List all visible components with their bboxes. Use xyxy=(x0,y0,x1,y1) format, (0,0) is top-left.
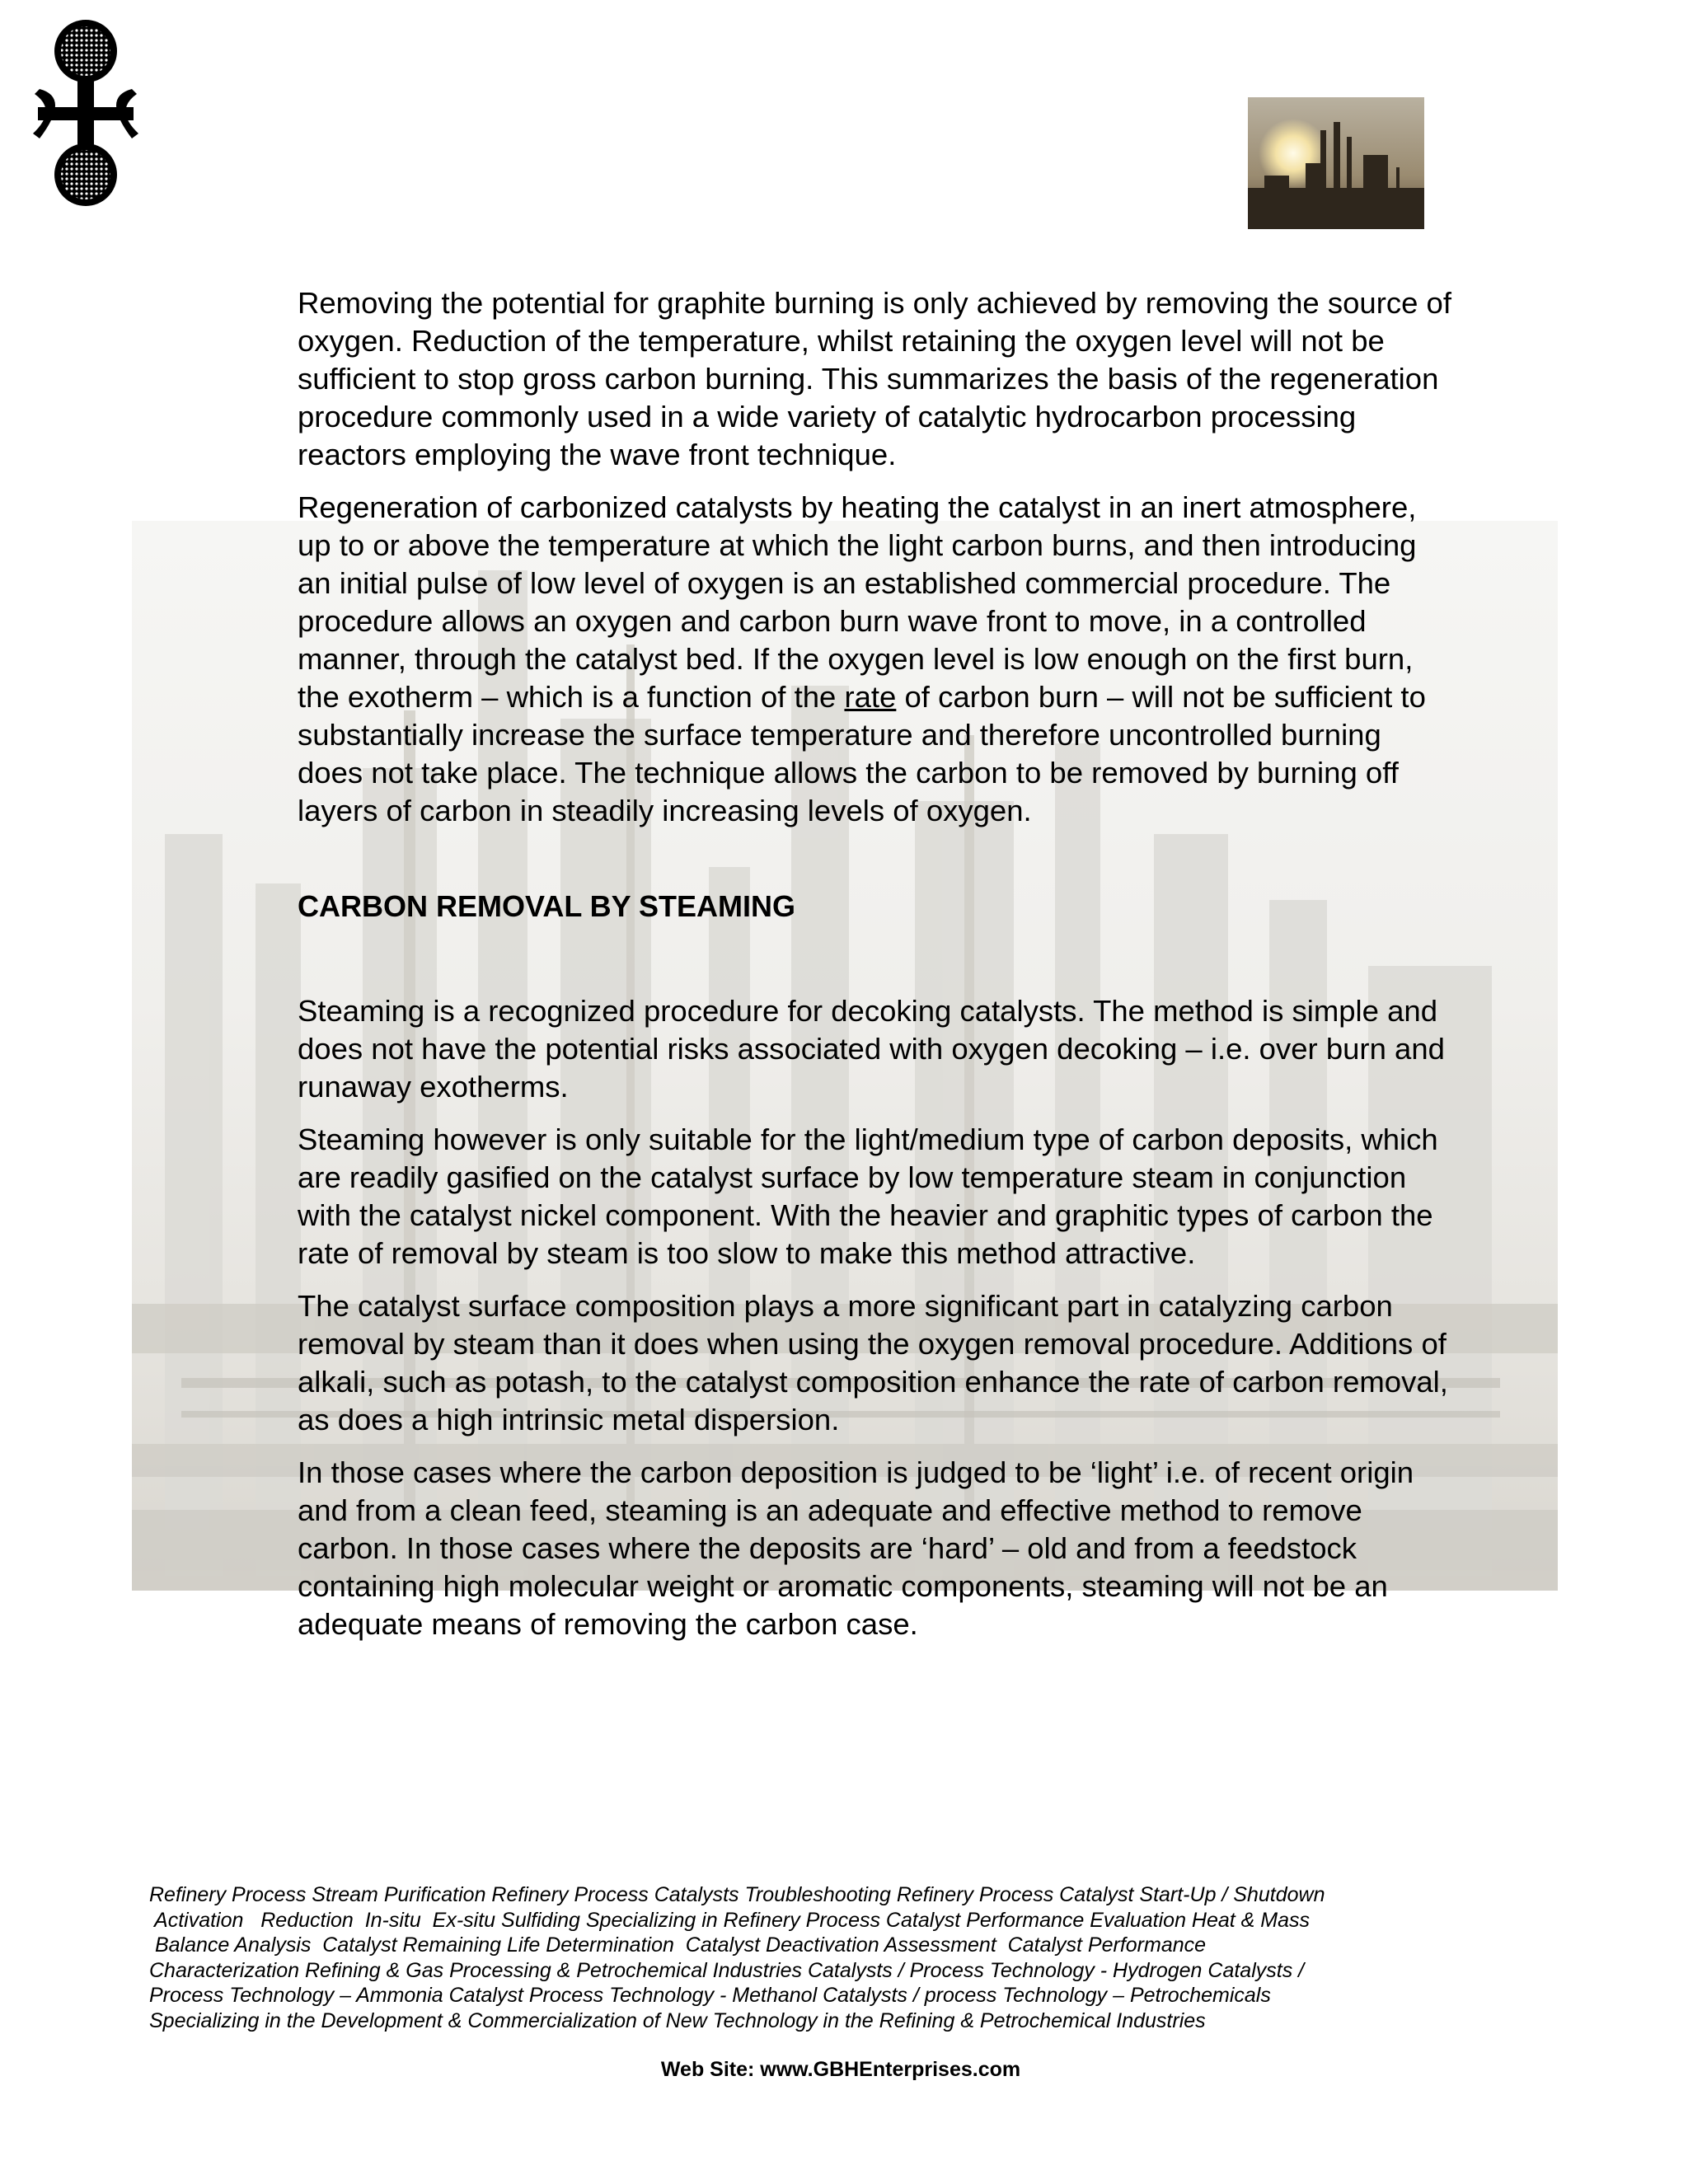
footer-keyword-line: Specializing in the Development & Commercialization of New Technology in the Refining & Petrochemical Industries xyxy=(149,2008,1206,2032)
paragraph-graphite-burning: Removing the potential for graphite burning is only achieved by removing the source of oxygen. Reduction of the temperature, whilst retaining the oxygen level will not be sufficient to stop gross carbon burning. This summarizes the basis of the regeneration procedure commonly used in a wide variety of catalytic hydrocarbon processing reactors employing the wave front technique. xyxy=(298,286,1451,471)
footer-keywords xyxy=(149,1882,1435,2033)
footer-keyword-line: Refinery Process Stream Purification Refinery Process Catalysts Troubleshooting Refinery Process Catalyst Start-Up / Shutdown xyxy=(149,1883,1325,1906)
footer-keyword-line: Balance Analysis Catalyst Remaining Life Determination Catalyst Deactivation Assessment Catalyst Performance xyxy=(149,1933,1207,1957)
header-refinery-photo xyxy=(1248,97,1424,229)
main-content xyxy=(298,284,1451,1658)
paragraph-steaming-intro: Steaming is a recognized procedure for decoking catalysts. The method is simple and does not have the potential risks associated with oxygen decoking – i.e. over burn and runaway exotherms. xyxy=(298,994,1445,1104)
section-heading: CARBON REMOVAL BY STEAMING xyxy=(298,889,796,923)
website-link[interactable]: Web Site: www.GBHEnterprises.com xyxy=(660,2058,1021,2081)
paragraph-regeneration xyxy=(298,489,1451,830)
footer-keyword-line: Characterization Refining & Gas Processing & Petrochemical Industries Catalysts / Process Technology - Hydrogen Catalysts / xyxy=(149,1958,1305,1982)
footer-keyword-line: Activation Reduction In-situ Ex-situ Sulfiding Specializing in Refinery Process Catalyst Performance Evaluation Heat & Mass xyxy=(149,1908,1311,1932)
underlined-rate: rate xyxy=(844,680,897,714)
footer-keyword-line: Process Technology – Ammonia Catalyst Process Technology - Methanol Catalysts / process Technology – Petrochemicals xyxy=(149,1984,1271,2007)
paragraph-light-vs-hard-deposits: In those cases where the carbon deposition is judged to be ‘light’ i.e. of recent origin and from a clean feed, steaming is an adequate and effective method to remove carbon. In those cases where the deposits are ‘hard’ – old and from a feedstock containing high molecular weight or aromatic components, steaming will not be an adequate means of removing the carbon case. xyxy=(298,1455,1414,1641)
paragraph-steaming-limits: Steaming however is only suitable for the light/medium type of carbon deposits, which are readily gasified on the catalyst surface by low temperature steam in conjunction with the catalyst nickel component. With the heavier and graphitic types of carbon the rate of removal by steam is too slow to make this method attractive. xyxy=(298,1122,1438,1270)
regeneration-text-end: of carbon burn – will not be sufficient to substantially increase the surface temperature and therefore uncontrolled burning does not take place. The technique allows the carbon to be removed by burning off layers of carbon in steadily increasing levels of oxygen. xyxy=(298,680,1426,827)
company-logo xyxy=(30,18,142,208)
paragraph-surface-composition: The catalyst surface composition plays a more significant part in catalyzing carbon removal by steam than it does when using the oxygen removal procedure. Additions of alkali, such as potash, to the catalyst composition enhance the rate of carbon removal, as does a high intrinsic metal dispersion. xyxy=(298,1289,1448,1436)
regeneration-text-start: Regeneration of carbonized catalysts by heating the catalyst in an inert atmosphere, up to or above the temperature at which the light carbon burns, and then introducing an initial pulse of low level of oxygen is an established commercial procedure. The procedure allows an oxygen and carbon burn wave front to move, in a controlled manner, through the catalyst bed. If the oxygen level is low enough on the first burn, the exotherm – which is a function of the xyxy=(298,490,1417,714)
